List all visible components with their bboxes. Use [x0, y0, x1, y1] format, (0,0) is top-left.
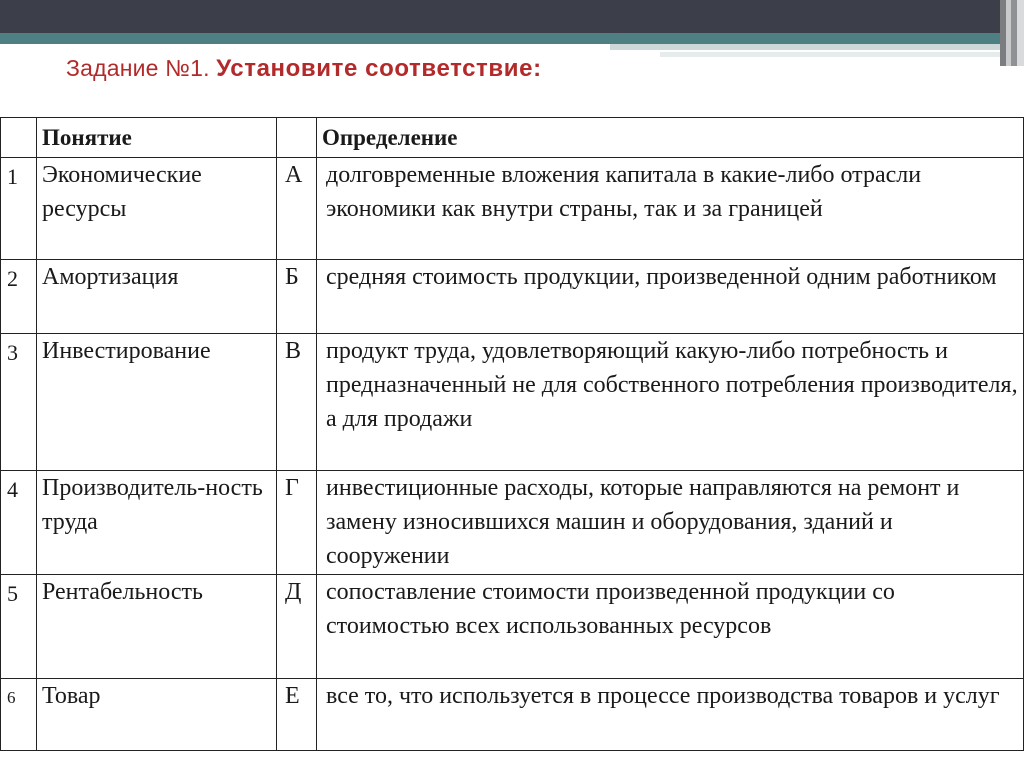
row-concept: Инвестирование — [37, 334, 277, 471]
row-letter: А — [277, 158, 317, 260]
header-bar-light — [610, 44, 1000, 50]
row-letter: Д — [277, 575, 317, 679]
row-concept: Товар — [37, 679, 277, 751]
row-letter: Г — [277, 471, 317, 575]
row-concept: Рентабельность — [37, 575, 277, 679]
table-row — [1, 158, 1024, 260]
row-definition: все то, что используется в процессе производства товаров и услуг — [317, 679, 1024, 751]
row-number: 4 — [1, 471, 37, 575]
header-bar-teal — [0, 33, 1000, 44]
header-bar-light-2 — [660, 52, 1000, 57]
row-definition: сопоставление стоимости произведенной продукции со стоимостью всех использованных ресурсов — [317, 575, 1024, 679]
row-definition: продукт труда, удовлетворяющий какую-либо потребность и предназначенный не для собственного потребления производителя, а для продажи — [317, 334, 1024, 471]
row-letter: Е — [277, 679, 317, 751]
row-definition: средняя стоимость продукции, произведенной одним работником — [317, 260, 1024, 334]
row-concept: Экономические ресурсы — [37, 158, 277, 260]
table-row — [1, 334, 1024, 471]
row-letter: В — [277, 334, 317, 471]
header-cell-letter — [277, 118, 317, 158]
row-letter: Б — [277, 260, 317, 334]
table-row — [1, 260, 1024, 334]
header-cell-num — [1, 118, 37, 158]
table-row — [1, 575, 1024, 679]
row-number: 3 — [1, 334, 37, 471]
matching-table — [0, 117, 1024, 751]
row-number: 5 — [1, 575, 37, 679]
row-number: 2 — [1, 260, 37, 334]
table-row — [1, 471, 1024, 575]
title-prefix: Задание №1. — [66, 55, 210, 81]
row-definition: инвестиционные расходы, которые направляются на ремонт и замену износившихся машин и оборудования, зданий и сооружении — [317, 471, 1024, 575]
title-main: Установите соответствие: — [216, 55, 542, 82]
table-header-row — [1, 118, 1024, 158]
table-row — [1, 679, 1024, 751]
corner-stripe — [1017, 0, 1024, 66]
page-title — [66, 55, 542, 83]
header-bar-dark — [0, 0, 1000, 33]
row-number: 6 — [1, 679, 37, 751]
header-cell-concept: Понятие — [37, 118, 277, 158]
row-concept: Амортизация — [37, 260, 277, 334]
row-definition: долговременные вложения капитала в какие-либо отрасли экономики как внутри страны, так и за границей — [317, 158, 1024, 260]
row-concept: Производитель-ность труда — [37, 471, 277, 575]
row-number: 1 — [1, 158, 37, 260]
header-cell-definition: Определение — [317, 118, 1024, 158]
